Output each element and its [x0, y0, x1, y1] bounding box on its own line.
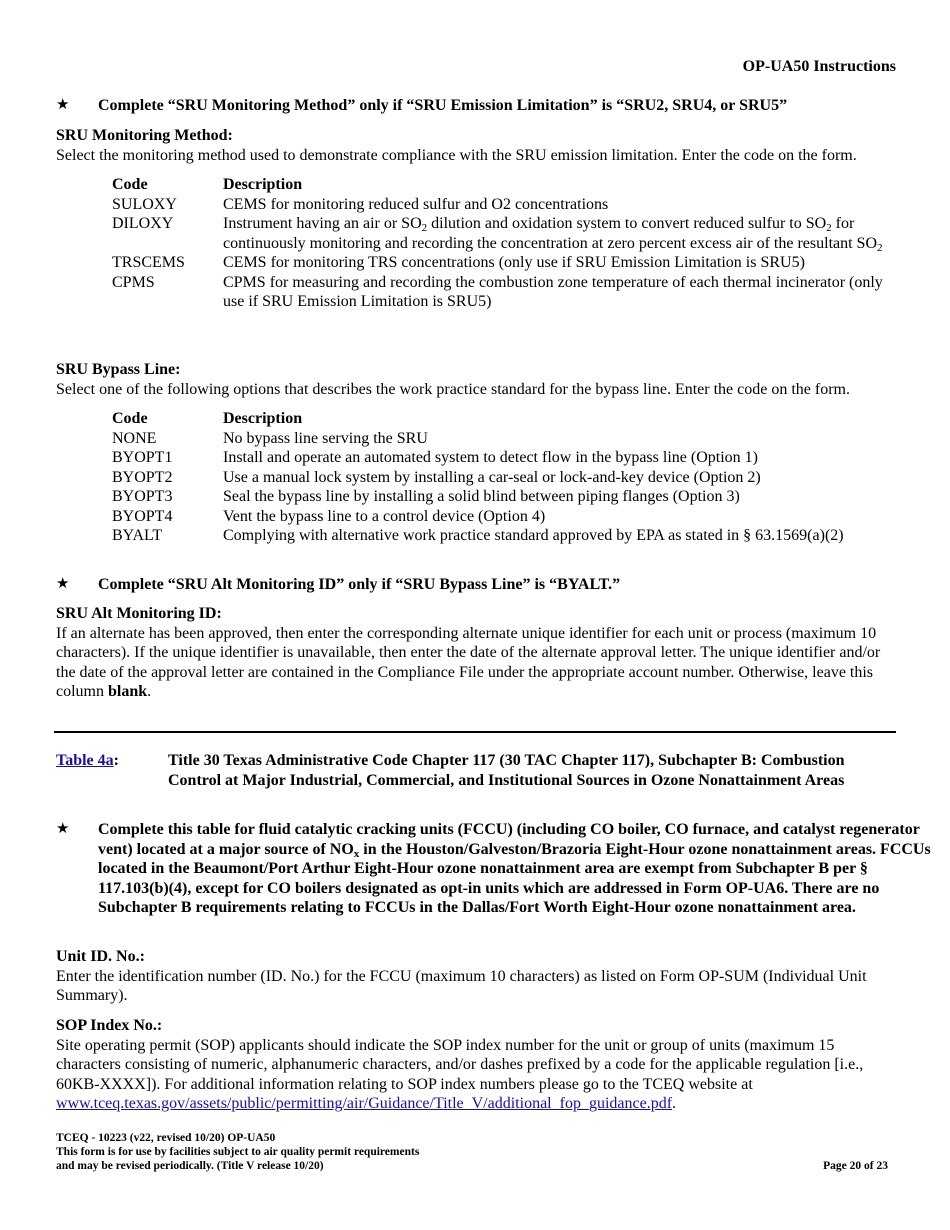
table-4a-colon: :: [113, 752, 119, 769]
star-icon: ★: [56, 97, 70, 113]
body-text: If an alternate has been approved, then enter the corresponding alternate unique identifier for each unit or process (maximum 10 characters). If the unique identifier is unavailable, then enter the date of the alternate approval letter. The unique identifier and/or the date of the approval letter are contained in the Compliance File under the appropriate account number. Otherwise, leave this column: [56, 624, 881, 700]
table-4a-heading: [56, 751, 896, 790]
subscript: 2: [826, 222, 832, 234]
desc-part: for continuously monitoring and recording the concentration at zero percent excess air of the resultant SO: [223, 215, 878, 252]
star-note-text: Complete “SRU Monitoring Method” only if “SRU Emission Limitation” is “SRU2, SRU4, or SRU5”: [98, 97, 788, 114]
section-divider: [54, 731, 896, 733]
desc-cell: Vent the bypass line to a control device (Option 4): [223, 507, 546, 525]
table-4a-label: [56, 751, 168, 790]
table-row: [112, 273, 896, 312]
desc-part: Instrument having an air or SO: [223, 215, 422, 232]
star-note-fccu: [56, 820, 938, 918]
body-text: Site operating permit (SOP) applicants should indicate the SOP index number for the unit or group of units (maximum 15 characters consisting of numeric, alphanumeric characters, and/or dashes prefixed by a code for the applicable regulation [i.e., 60KB-XXXX]). For additional information relating to SOP index numbers please go to the TCEQ website at: [56, 1036, 864, 1093]
section-heading: SOP Index No.:: [56, 1017, 163, 1034]
star-note-text: [98, 821, 931, 916]
tceq-guidance-link[interactable]: www.tceq.texas.gov/assets/public/permitting/air/Guidance/Title_V/additional_fop_guidance.pdf: [56, 1095, 673, 1112]
desc-part: dilution and oxidation system to convert reduced sulfur to SO: [427, 215, 827, 232]
body-end: .: [147, 683, 152, 700]
page-header-title: OP-UA50 Instructions: [742, 58, 896, 75]
subscript: 2: [877, 241, 883, 254]
table-header-row: [112, 409, 896, 429]
desc-cell: Complying with alternative work practice standard approved by EPA as stated in § 63.1569(a)(2): [223, 527, 844, 544]
footer-line-1: TCEQ - 10223 (v22, revised 10/20) OP-UA50: [56, 1132, 276, 1144]
code-table-monitoring: [112, 175, 896, 312]
code-cell: BYOPT4: [112, 507, 173, 525]
table-4a-title: Title 30 Texas Administrative Code Chapter 117 (30 TAC Chapter 117), Subchapter B: Combustion Control at Major Industrial, Commercial, and Institutional Sources in Ozone Nonattainment Areas: [168, 752, 845, 789]
note-part: in the Houston/Galveston/Brazoria Eight-Hour ozone nonattainment areas. FCCUs located in the Beaumont/Port Arthur Eight-Hour ozone nonattainment area are exempt from Subchapter B per § 117.103(b)(4), except for CO boilers designated as opt-in units which are addressed in Form OP-UA6. There are no Subchapter B requirements relating to FCCUs in the Dallas/Fort Worth Eight-Hour ozone nonattainment area.: [98, 840, 931, 916]
col-desc-header: Description: [223, 410, 303, 427]
table-row: [112, 507, 896, 527]
table-4a-link[interactable]: Table 4a: [56, 752, 114, 769]
table-header-row: [112, 175, 896, 195]
body-bold: blank: [108, 683, 148, 700]
section-body: [56, 1036, 896, 1114]
section-intro: Select the monitoring method used to demonstrate compliance with the SRU emission limitation. Enter the code on the form.: [56, 146, 857, 164]
star-icon: ★: [56, 821, 70, 837]
code-cell: CPMS: [112, 273, 155, 291]
star-note-text: Complete “SRU Alt Monitoring ID” only if “SRU Bypass Line” is “BYALT.”: [98, 576, 621, 593]
star-note-sru-monitoring: [56, 96, 938, 116]
section-heading: SRU Monitoring Method:: [56, 127, 233, 144]
unit-id-section: [56, 947, 896, 1006]
note-part: Complete this table for fluid catalytic cracking units (FCCU) (including CO boiler, CO furnace, and catalyst regenerator vent) located at a major source of NO: [98, 821, 920, 858]
code-cell: BYOPT3: [112, 488, 173, 505]
section-intro: Select one of the following options that describes the work practice standard for the bypass line. Enter the code on the form.: [56, 380, 850, 398]
sru-bypass-section: [56, 360, 896, 546]
sop-index-section: [56, 1016, 896, 1114]
table-row: [112, 214, 896, 253]
code-cell: BYOPT2: [112, 468, 173, 486]
col-desc-header: Description: [223, 176, 303, 193]
table-row: [112, 429, 896, 449]
page-number: Page 20 of 23: [823, 1160, 888, 1172]
footer-line-3: and may be revised periodically. (Title V release 10/20): [56, 1160, 324, 1172]
code-cell: SULOXY: [112, 195, 177, 213]
table-row: [112, 526, 896, 546]
code-cell: BYALT: [112, 527, 163, 544]
col-code-header: Code: [112, 176, 148, 193]
table-row: [112, 468, 896, 488]
section-body: Enter the identification number (ID. No.) for the FCCU (maximum 10 characters) as listed on Form OP-SUM (Individual Unit Summary).: [56, 967, 867, 1004]
sru-alt-section: [56, 604, 896, 702]
sru-monitoring-section: [56, 126, 896, 312]
desc-cell: CEMS for monitoring TRS concentrations (only use if SRU Emission Limitation is SRU5): [223, 254, 805, 271]
page-footer: [56, 1131, 888, 1173]
col-code-header: Code: [112, 410, 148, 427]
subscript: 2: [421, 222, 428, 234]
code-cell: NONE: [112, 429, 157, 447]
subscript: x: [353, 847, 360, 860]
section-heading: SRU Alt Monitoring ID:: [56, 605, 222, 622]
code-cell: TRSCEMS: [112, 254, 185, 271]
code-table-bypass: [112, 409, 896, 546]
table-row: [112, 448, 896, 468]
desc-cell: [223, 214, 896, 253]
star-note-sru-alt: [56, 575, 938, 595]
code-cell: BYOPT1: [112, 449, 173, 466]
body-end: .: [672, 1095, 677, 1112]
section-heading: Unit ID. No.:: [56, 948, 145, 965]
section-heading: SRU Bypass Line:: [56, 361, 181, 378]
star-icon: ★: [56, 576, 70, 592]
section-body: [56, 624, 896, 702]
desc-cell: Use a manual lock system by installing a car-seal or lock-and-key device (Option 2): [223, 468, 761, 486]
table-row: [112, 195, 896, 215]
code-cell: DILOXY: [112, 215, 174, 232]
desc-cell: CPMS for measuring and recording the combustion zone temperature of each thermal incinerator (only use if SRU Emission Limitation is SRU5): [223, 273, 883, 310]
desc-cell: Seal the bypass line by installing a solid blind between piping flanges (Option 3): [223, 488, 740, 505]
desc-cell: Install and operate an automated system to detect flow in the bypass line (Option 1): [223, 449, 758, 466]
table-row: [112, 253, 896, 273]
footer-line-2: This form is for use by facilities subject to air quality permit requirements: [56, 1146, 420, 1158]
desc-cell: CEMS for monitoring reduced sulfur and O2 concentrations: [223, 195, 609, 213]
desc-cell: No bypass line serving the SRU: [223, 429, 428, 447]
table-row: [112, 487, 896, 507]
